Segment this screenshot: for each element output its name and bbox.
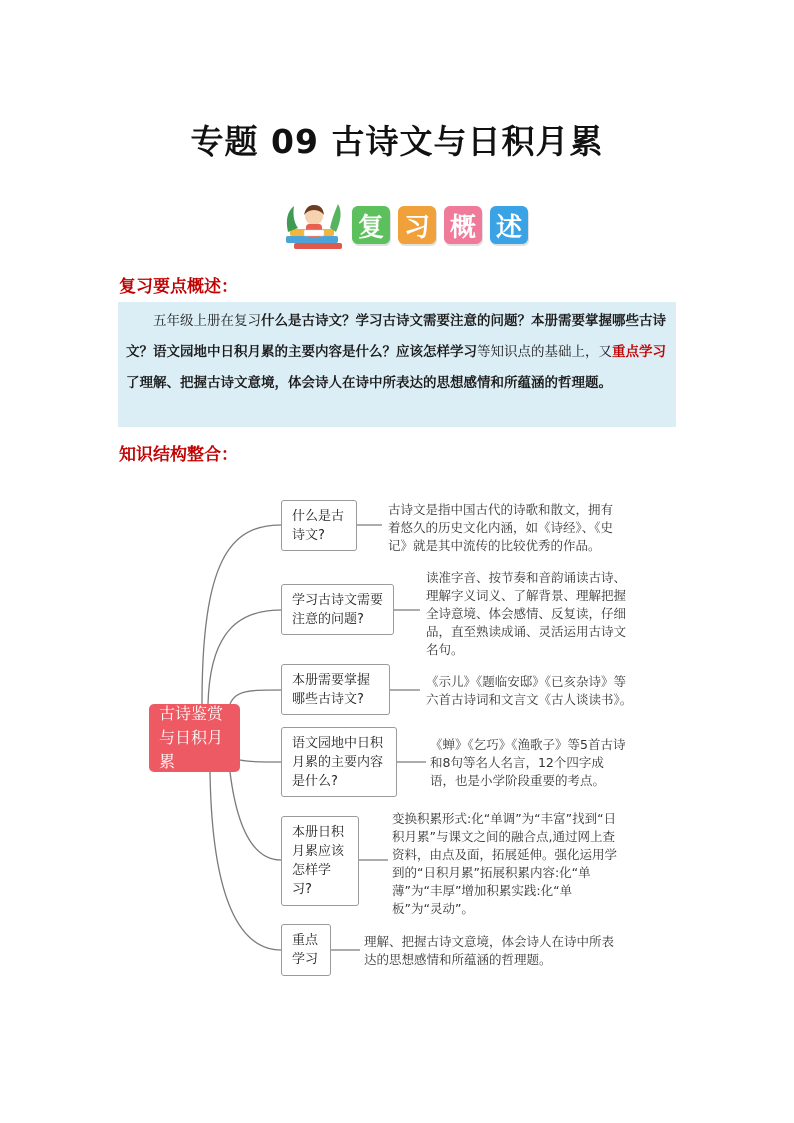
child-reading-books-illustration: [286, 204, 342, 249]
branch-node-4: 语文园地中日积月累的主要内容是什么?: [281, 727, 397, 797]
connector-root-4: [240, 760, 281, 762]
banner-char-4: 述: [490, 206, 528, 244]
summary-highlight: 重点学习: [612, 344, 666, 360]
branch-desc-6: 理解、把握古诗文意境，体会诗人在诗中所表达的思想感情和所蕴涵的哲理题。: [364, 934, 615, 967]
summary-text-3: 等知识点的基础上，又: [477, 344, 612, 360]
banner-char-3: 概: [444, 206, 482, 244]
banner-char-2: 习: [398, 206, 436, 244]
branch-node-2: 学习古诗文需要注意的问题?: [281, 584, 394, 635]
connector-root-1: [202, 525, 281, 704]
branch-node-1: 什么是古诗文?: [281, 500, 357, 551]
page-title: 专题 09 古诗文与日积月累: [190, 122, 604, 161]
banner-char-1: 复: [352, 206, 390, 244]
branch-node-5: 本册日积月累应该怎样学习?: [281, 816, 359, 906]
summary-text-1: 五年级上册在复习: [153, 313, 261, 329]
branch-desc-3: 《示儿》《题临安邸》《已亥杂诗》等六首古诗词和文言文《古人谈读书》。: [426, 674, 633, 707]
banner-title: [352, 206, 528, 244]
branch-desc-1: 古诗文是指中国古代的诗歌和散文，拥有着悠久的历史文化内涵，如《诗经》、《史记》就是其中流传的比较优秀的作品。: [388, 502, 614, 553]
summary-text-2: 什么是古诗文？学习古诗文需要注意的问题？本册需要掌握哪些古诗文？语文园地中日积月累的主要内容是什么？应该怎样学习: [126, 313, 666, 360]
branch-node-6: 重点学习: [281, 924, 331, 976]
summary-text-4: 了理解、把握古诗文意境，体会诗人在诗中所表达的思想感情和所蕴涵的哲理题。: [126, 375, 612, 391]
mindmap-root-node: 古诗鉴赏与日积月累: [149, 704, 240, 772]
review-heading: 复习要点概述：: [119, 277, 238, 297]
branch-desc-2: 读准字音、按节奏和音韵诵读古诗、理解字义词义、了解背景、理解把握全诗意境、体会感情、反复读，仔细品，直至熟读成诵、灵活运用古诗文名句。: [426, 570, 627, 657]
connector-root-3: [230, 690, 281, 704]
connector-root-6: [210, 772, 281, 950]
structure-heading: 知识结构整合：: [119, 445, 238, 465]
branch-node-3: 本册需要掌握哪些古诗文?: [281, 664, 390, 715]
summary-box: [118, 302, 676, 427]
connector-root-5: [230, 772, 281, 860]
branch-desc-4: 《蝉》《乞巧》《渔歌子》等5首古诗和8句等名人名言，12个四字成语，也是小学阶段重要的考点。: [430, 737, 626, 788]
branch-desc-5: 变换积累形式:化“单调”为“丰富”找到“日积月累”与课文之间的融合点,通过网上查资料，由点及面，拓展延伸。强化运用学到的“日积月累”拓展积累内容:化“单薄”为“丰厚”增加积累实践:化“单板”为“灵动”。: [392, 811, 618, 916]
